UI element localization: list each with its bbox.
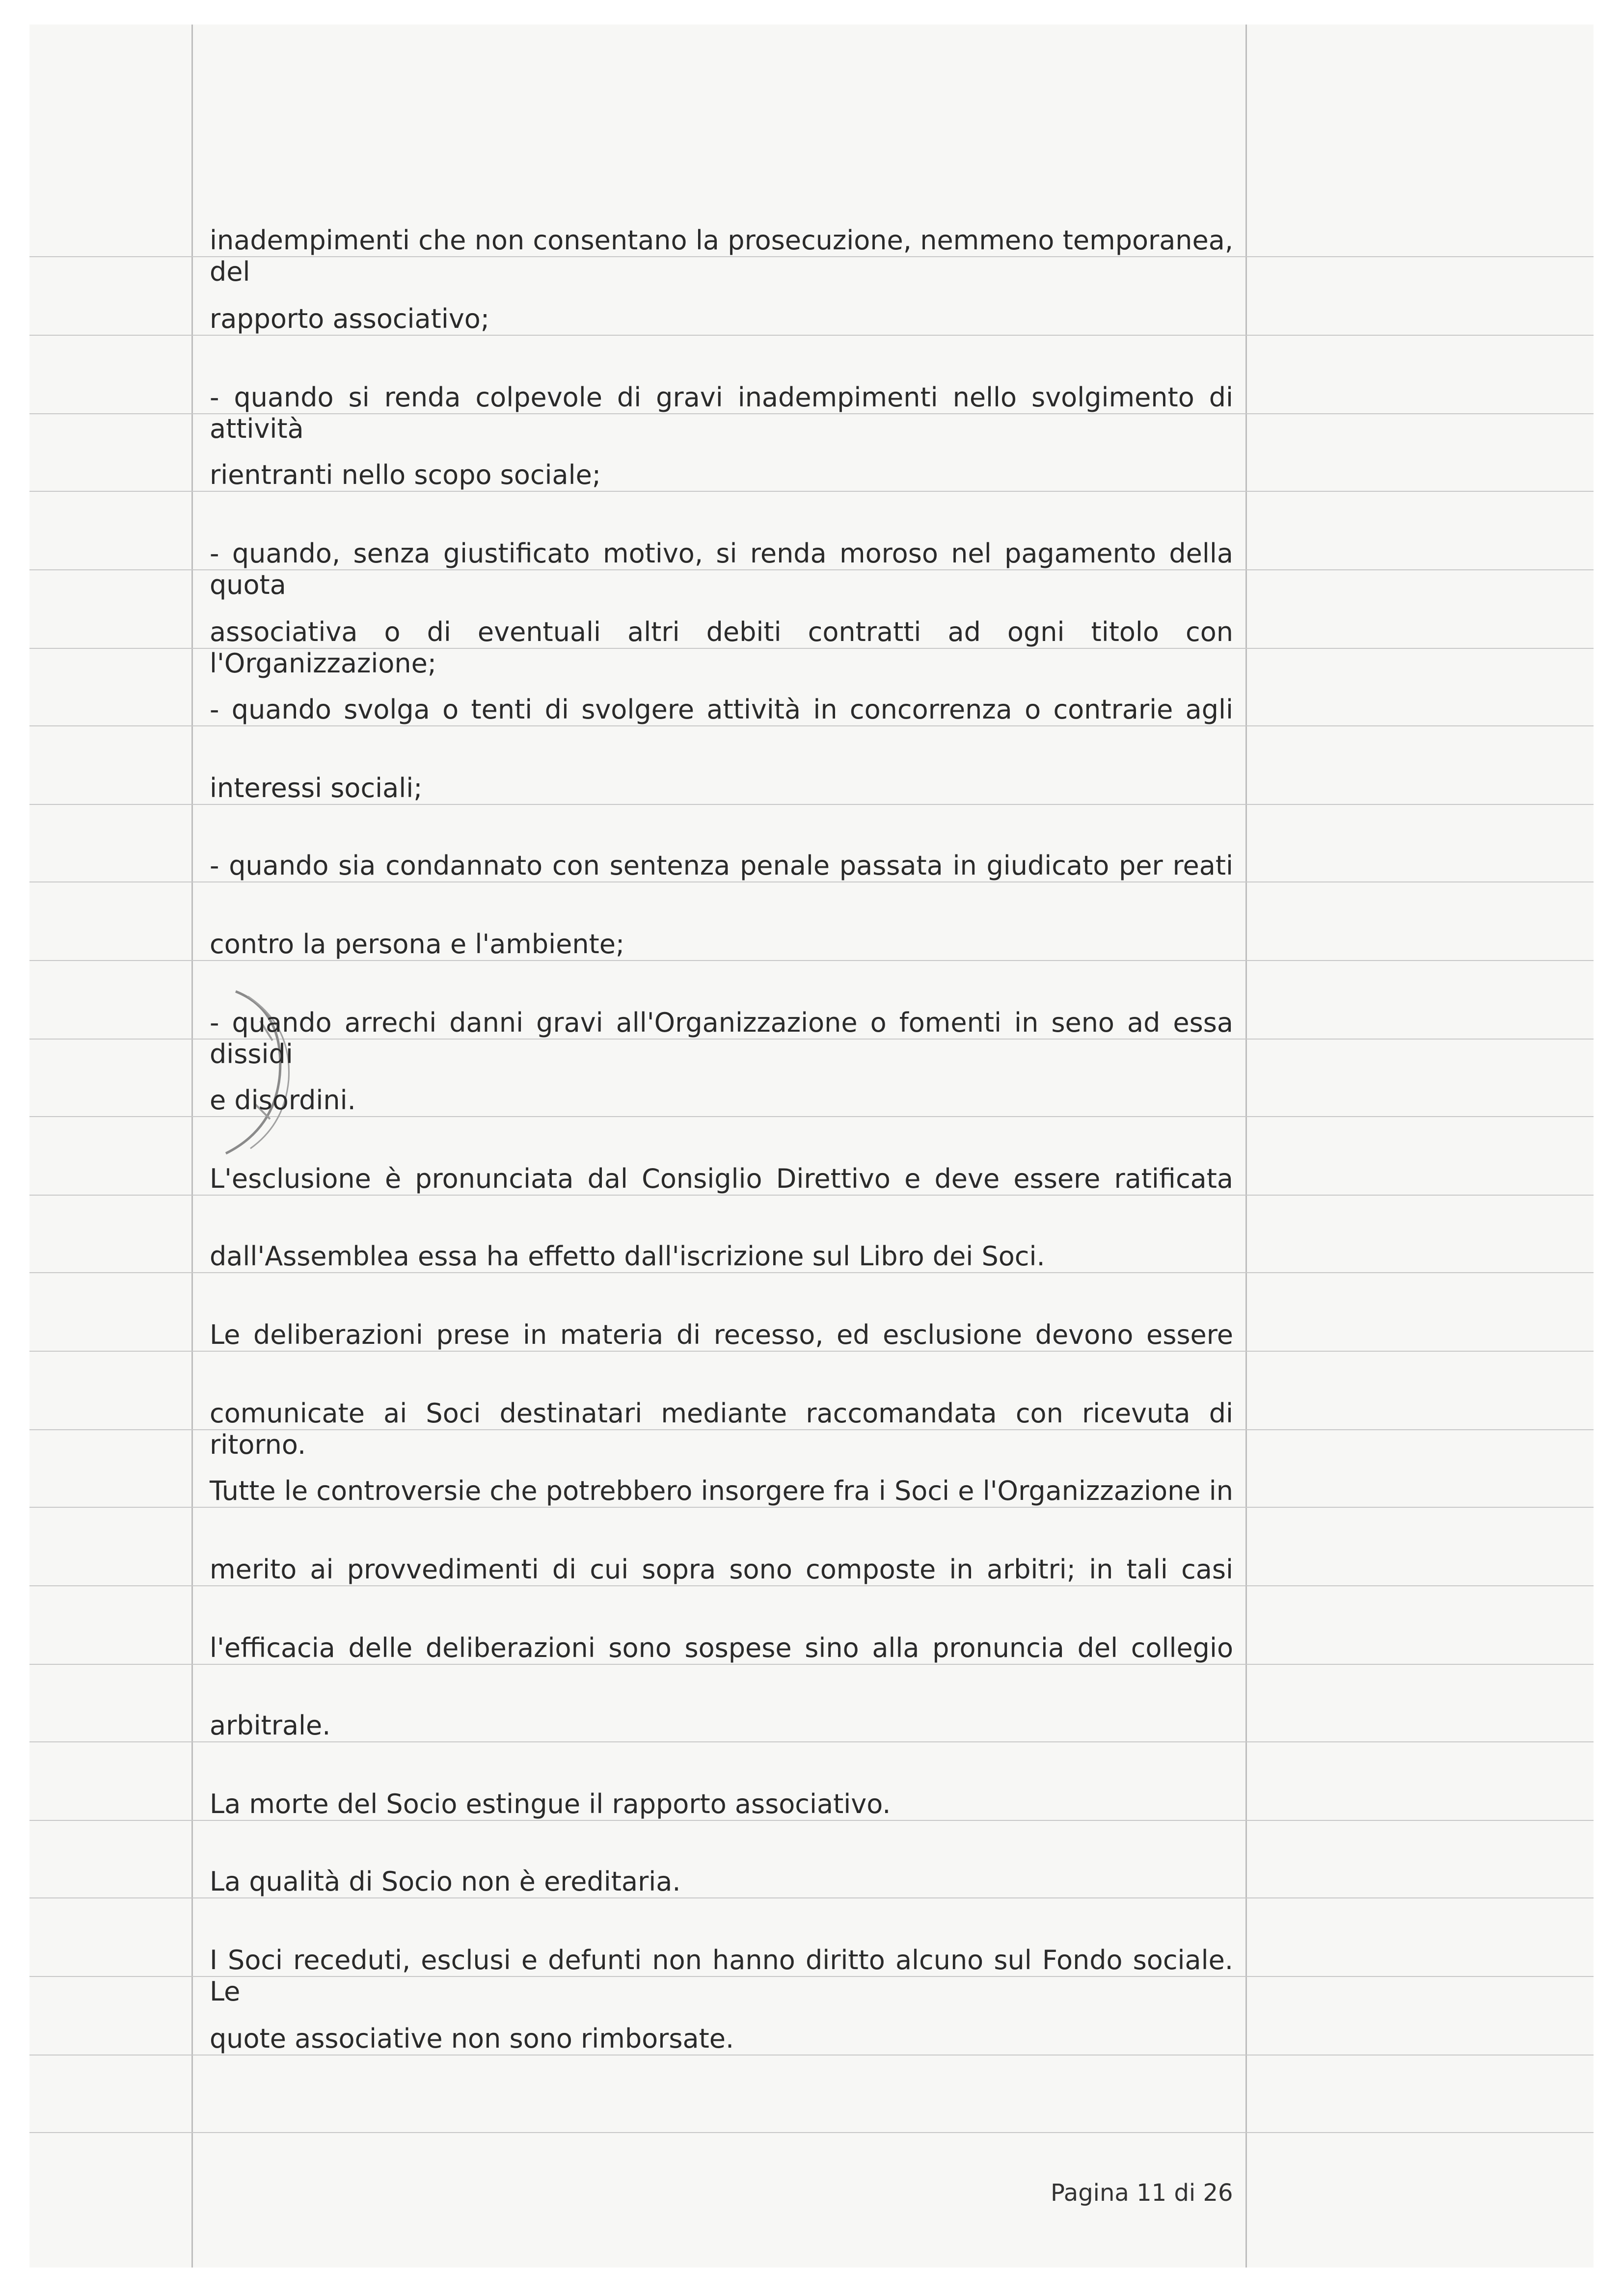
text-line: comunicate ai Soci destinatari mediante raccomandata con ricevuta di ritorno.: [210, 1398, 1233, 1460]
text-line: La qualità di Socio non è ereditaria.: [210, 1866, 681, 1897]
ruled-line: [29, 335, 1594, 336]
ruled-line: [29, 1585, 1594, 1586]
text-line: - quando arrechi danni gravi all'Organizzazione o fomenti in seno ad essa dissidi: [210, 1007, 1233, 1069]
text-line: associativa o di eventuali altri debiti contratti ad ogni titolo con l'Organizzazione;: [210, 616, 1233, 679]
text-line: merito ai provvedimenti di cui sopra sono composte in arbitri; in tali casi: [210, 1554, 1233, 1585]
ruled-line: [29, 725, 1594, 726]
ruled-line: [29, 491, 1594, 492]
ruled-line: [29, 1351, 1594, 1352]
text-line: Le deliberazioni prese in materia di recesso, ed esclusione devono essere: [210, 1319, 1233, 1350]
text-line: I Soci receduti, esclusi e defunti non hanno diritto alcuno sul Fondo sociale. Le: [210, 1945, 1233, 2007]
text-line: - quando sia condannato con sentenza penale passata in giudicato per reati: [210, 850, 1233, 881]
text-line: - quando svolga o tenti di svolgere attività in concorrenza o contrarie agli: [210, 694, 1233, 725]
text-line: L'esclusione è pronunciata dal Consiglio Direttivo e deve essere ratificata: [210, 1163, 1233, 1194]
text-line: arbitrale.: [210, 1710, 331, 1741]
left-margin-rule: [191, 25, 193, 2268]
page-number: Pagina 11 di 26: [1051, 2179, 1233, 2207]
text-line: e disordini.: [210, 1085, 356, 1116]
ruled-line: [29, 1195, 1594, 1196]
ruled-line: [29, 1741, 1594, 1742]
text-line: - quando, senza giustificato motivo, si renda moroso nel pagamento della quota: [210, 538, 1233, 600]
ruled-line: [29, 960, 1594, 961]
text-line: contro la persona e l'ambiente;: [210, 929, 625, 960]
text-line: Tutte le controversie che potrebbero insorgere fra i Soci e l'Organizzazione in: [210, 1475, 1233, 1506]
ruled-line: [29, 1507, 1594, 1508]
ruled-line: [29, 2055, 1594, 2056]
text-line: quote associative non sono rimborsate.: [210, 2023, 734, 2054]
text-line: rientranti nello scopo sociale;: [210, 459, 601, 490]
text-line: - quando si renda colpevole di gravi inadempimenti nello svolgimento di attività: [210, 382, 1233, 444]
text-line: interessi sociali;: [210, 773, 423, 803]
ruled-line: [29, 1820, 1594, 1821]
ruled-line: [29, 1897, 1594, 1898]
text-line: rapporto associativo;: [210, 303, 490, 334]
text-line: inadempimenti che non consentano la prosecuzione, nemmeno temporanea, del: [210, 225, 1233, 287]
text-line: La morte del Socio estingue il rapporto associativo.: [210, 1789, 891, 1819]
text-line: dall'Assemblea essa ha effetto dall'iscrizione sul Libro dei Soci.: [210, 1241, 1045, 1272]
ruled-line: [29, 1272, 1594, 1273]
ruled-line: [29, 881, 1594, 882]
ruled-line: [29, 1664, 1594, 1665]
ruled-line: [29, 804, 1594, 805]
ruled-line: [29, 2132, 1594, 2133]
text-line: l'efficacia delle deliberazioni sono sospese sino alla pronuncia del collegio: [210, 1632, 1233, 1663]
right-margin-rule: [1245, 25, 1247, 2268]
